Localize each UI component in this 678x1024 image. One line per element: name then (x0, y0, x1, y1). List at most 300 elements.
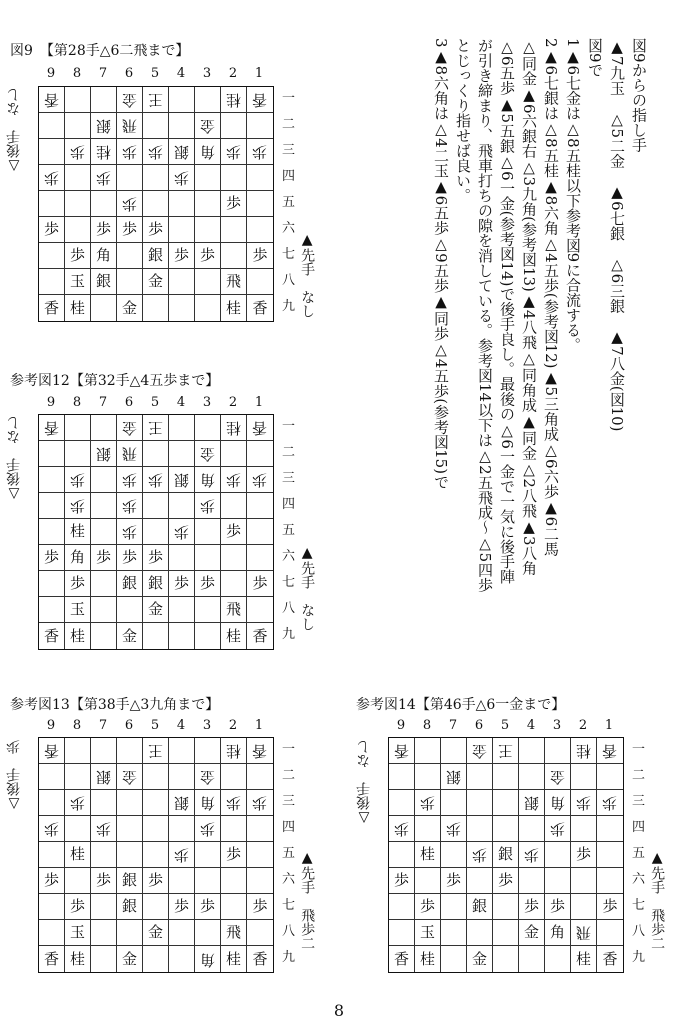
board-square (441, 868, 467, 894)
column-label: 2 (228, 718, 238, 733)
board-square (545, 738, 571, 764)
board-square (143, 894, 169, 920)
board-square (415, 894, 441, 920)
board-square (39, 894, 65, 920)
sente-piece: 歩 (69, 246, 85, 264)
gote-piece: 歩 (252, 471, 268, 489)
board-square (65, 571, 91, 597)
board-square (389, 816, 415, 842)
board-square (65, 623, 91, 649)
sente-piece: 歩 (95, 871, 111, 889)
board-square (247, 113, 273, 139)
board-square (247, 139, 273, 165)
board-square (39, 243, 65, 269)
board-square (91, 545, 117, 571)
board-square (65, 467, 91, 493)
board-square (195, 764, 221, 790)
gote-hand: △後手 なし (6, 88, 22, 174)
gote-piece: 銀 (173, 143, 189, 161)
row-label: 六 (632, 872, 646, 887)
gote-piece: 王 (147, 91, 163, 109)
row-label: 八 (282, 924, 296, 939)
board-square (143, 113, 169, 139)
board-square (221, 842, 247, 868)
board-square (247, 790, 273, 816)
board-square (441, 764, 467, 790)
board-square (441, 790, 467, 816)
board-square (221, 217, 247, 243)
board-square (117, 467, 143, 493)
gote-piece: 歩 (252, 794, 268, 812)
board-square (169, 764, 195, 790)
row-label: 二 (282, 445, 296, 460)
column-label: 1 (254, 395, 264, 410)
board-square (117, 191, 143, 217)
commentary-line: とじっくり指せば良い。 (454, 38, 472, 203)
board-square (39, 571, 65, 597)
gote-piece: 歩 (173, 523, 189, 541)
board-square (597, 738, 623, 764)
board-square (169, 816, 195, 842)
sente-piece: 銀 (471, 897, 487, 915)
board-square (195, 139, 221, 165)
gote-piece: 歩 (225, 794, 241, 812)
board-square (221, 623, 247, 649)
sente-piece: 歩 (199, 246, 215, 264)
column-label: 9 (46, 66, 56, 81)
gote-piece: 歩 (575, 794, 591, 812)
board-square (169, 571, 195, 597)
gote-piece: 歩 (43, 169, 59, 187)
row-label: 一 (632, 742, 646, 757)
board-square (91, 790, 117, 816)
gote-piece: 歩 (225, 471, 241, 489)
board-square (65, 217, 91, 243)
board-square (519, 894, 545, 920)
board-square (597, 920, 623, 946)
board-square (117, 243, 143, 269)
board-square (221, 946, 247, 972)
board-square (117, 545, 143, 571)
board-square (117, 597, 143, 623)
board-square (117, 295, 143, 321)
row-label: 三 (282, 143, 296, 158)
board-square (545, 790, 571, 816)
row-label: 三 (632, 794, 646, 809)
shogi-board (38, 86, 274, 322)
gote-piece: 金 (121, 91, 137, 109)
board-square (65, 764, 91, 790)
board-square (571, 868, 597, 894)
board-square (143, 415, 169, 441)
board-square (247, 623, 273, 649)
commentary-line: △6五歩▲5五銀△6一金(参考図14)で後手良し。最後の△6一金で一気に後手陣 (498, 38, 516, 584)
sente-piece: 香 (602, 949, 618, 968)
board-square (169, 597, 195, 623)
sente-piece: 銀 (121, 871, 137, 889)
gote-piece: 桂 (95, 143, 111, 161)
board-square (415, 842, 441, 868)
column-label: 7 (98, 66, 108, 81)
board-square (169, 243, 195, 269)
sente-piece: 金 (121, 298, 137, 317)
row-label: 四 (632, 820, 646, 835)
gote-piece: 銀 (95, 117, 111, 135)
gote-piece: 香 (602, 742, 618, 760)
gote-piece: 歩 (147, 471, 163, 489)
gote-piece: 歩 (419, 794, 435, 812)
column-label: 4 (176, 718, 186, 733)
board-square (65, 842, 91, 868)
board-square (195, 113, 221, 139)
board-square (597, 790, 623, 816)
board-square (39, 868, 65, 894)
gote-piece: 角 (199, 143, 215, 161)
board-square (571, 920, 597, 946)
board-square (91, 842, 117, 868)
sente-piece: 歩 (445, 871, 461, 889)
gote-piece: 歩 (173, 169, 189, 187)
board-square (91, 441, 117, 467)
gote-piece: 飛 (575, 924, 591, 942)
board-square (195, 894, 221, 920)
gote-piece: 王 (147, 419, 163, 437)
sente-piece: 桂 (69, 522, 85, 540)
board-square (545, 894, 571, 920)
column-label: 1 (254, 66, 264, 81)
board-square (91, 738, 117, 764)
board-square (221, 790, 247, 816)
board-square (143, 920, 169, 946)
gote-piece: 王 (147, 742, 163, 760)
board-square (247, 842, 273, 868)
board-square (221, 467, 247, 493)
board-square (247, 868, 273, 894)
board-square (221, 764, 247, 790)
board-square (415, 790, 441, 816)
board-square (91, 764, 117, 790)
row-label: 八 (632, 924, 646, 939)
row-label: 九 (632, 950, 646, 965)
sente-piece: 香 (43, 626, 59, 645)
board-square (169, 790, 195, 816)
board-square (39, 920, 65, 946)
board-square (247, 415, 273, 441)
board-square (39, 113, 65, 139)
board-square (247, 493, 273, 519)
sente-piece: 香 (393, 949, 409, 968)
diagram-title: 参考図14【第46手△6一金まで】 (356, 697, 566, 713)
board-square (195, 467, 221, 493)
column-label: 4 (176, 66, 186, 81)
board-square (221, 738, 247, 764)
sente-piece: 金 (147, 600, 163, 618)
board-square (39, 269, 65, 295)
board-square (441, 816, 467, 842)
board-square (39, 217, 65, 243)
board-square (143, 191, 169, 217)
sente-piece: 金 (147, 272, 163, 290)
board-square (221, 894, 247, 920)
row-label: 八 (282, 273, 296, 288)
gote-piece: 角 (199, 794, 215, 812)
board-square (493, 920, 519, 946)
board-square (91, 217, 117, 243)
board-square (39, 493, 65, 519)
board-square (195, 295, 221, 321)
board-square (467, 920, 493, 946)
sente-piece: 銀 (121, 897, 137, 915)
sente-piece: 歩 (95, 548, 111, 566)
board-square (65, 139, 91, 165)
board-square (247, 920, 273, 946)
gote-piece: 香 (252, 91, 268, 109)
sente-piece: 歩 (43, 548, 59, 566)
row-label: 七 (282, 898, 296, 913)
board-square (467, 816, 493, 842)
board-square (169, 191, 195, 217)
board-square (247, 243, 273, 269)
board-square (247, 597, 273, 623)
sente-hand: ▲先手 なし (299, 232, 316, 318)
board-square (195, 493, 221, 519)
board-square (143, 87, 169, 113)
board-square (65, 519, 91, 545)
board-square (65, 894, 91, 920)
board-square (39, 165, 65, 191)
board-square (221, 519, 247, 545)
board-square (169, 493, 195, 519)
column-label: 8 (72, 718, 82, 733)
board-square (389, 946, 415, 972)
sente-piece: 歩 (252, 574, 268, 592)
gote-piece: 歩 (121, 497, 137, 515)
board-square (493, 738, 519, 764)
sente-piece: 香 (43, 949, 59, 968)
board-square (65, 597, 91, 623)
board-square (117, 764, 143, 790)
row-label: 一 (282, 91, 296, 106)
board-square (195, 269, 221, 295)
board-square (247, 295, 273, 321)
column-label: 4 (526, 718, 536, 733)
gote-piece: 香 (43, 419, 59, 437)
board-square (39, 87, 65, 113)
board-square (571, 946, 597, 972)
board-square (519, 842, 545, 868)
board-square (545, 920, 571, 946)
board-square (441, 920, 467, 946)
board-square (247, 217, 273, 243)
sente-hand: ▲先手 飛歩二 (649, 850, 666, 950)
gote-piece: 歩 (445, 820, 461, 838)
board-square (143, 519, 169, 545)
column-label: 4 (176, 395, 186, 410)
board-square (221, 295, 247, 321)
row-label: 五 (282, 523, 296, 538)
row-label: 二 (282, 117, 296, 132)
column-label: 9 (396, 718, 406, 733)
sente-piece: 歩 (523, 897, 539, 915)
gote-piece: 銀 (173, 794, 189, 812)
commentary-line: ▲7九玉 △5二金 ▲6七銀 △6三銀 ▲7八金(図10) (608, 38, 626, 432)
sente-piece: 桂 (69, 949, 85, 968)
commentary-line: 1▲6七金は△8五桂以下参考図9に合流する。 (564, 38, 582, 353)
board-square (247, 816, 273, 842)
gote-piece: 歩 (147, 143, 163, 161)
board-square (597, 946, 623, 972)
board-square (195, 191, 221, 217)
board-square (195, 87, 221, 113)
board-square (493, 946, 519, 972)
gote-piece: 金 (121, 768, 137, 786)
gote-hand: △後手 なし (356, 740, 372, 826)
board-square (91, 894, 117, 920)
board-square (389, 842, 415, 868)
sente-piece: 玉 (69, 923, 85, 941)
row-label: 一 (282, 742, 296, 757)
board-square (247, 764, 273, 790)
board-square (169, 842, 195, 868)
gote-piece: 歩 (252, 143, 268, 161)
board-square (545, 946, 571, 972)
board-square (195, 920, 221, 946)
sente-piece: 歩 (173, 574, 189, 592)
board-square (169, 868, 195, 894)
row-label: 五 (632, 846, 646, 861)
board-square (117, 842, 143, 868)
row-label: 三 (282, 471, 296, 486)
commentary-line: 図9で (586, 38, 604, 78)
board-square (39, 623, 65, 649)
board-square (467, 842, 493, 868)
gote-piece: 金 (199, 117, 215, 135)
board-square (65, 415, 91, 441)
board-square (117, 894, 143, 920)
board-square (247, 946, 273, 972)
sente-piece: 飛 (225, 600, 241, 618)
row-label: 九 (282, 627, 296, 642)
board-square (169, 946, 195, 972)
board-square (247, 269, 273, 295)
board-square (221, 493, 247, 519)
board-square (39, 790, 65, 816)
gote-piece: 歩 (95, 169, 111, 187)
sente-piece: 歩 (252, 897, 268, 915)
gote-piece: 香 (252, 419, 268, 437)
board-square (91, 920, 117, 946)
sente-piece: 歩 (147, 220, 163, 238)
row-label: 六 (282, 221, 296, 236)
row-label: 四 (282, 497, 296, 512)
board-square (39, 295, 65, 321)
page-number: 8 (333, 1001, 345, 1020)
board-square (519, 816, 545, 842)
gote-piece: 香 (43, 91, 59, 109)
board-square (143, 545, 169, 571)
board-square (169, 295, 195, 321)
sente-piece: 銀 (497, 845, 513, 863)
sente-piece: 歩 (419, 897, 435, 915)
commentary-line: が引き締まり、飛車打ちの隙を消している。参考図14以下は△2五飛成～△5四歩 (476, 38, 494, 593)
row-label: 九 (282, 299, 296, 314)
gote-piece: 歩 (69, 143, 85, 161)
row-label: 八 (282, 601, 296, 616)
board-square (117, 868, 143, 894)
board-square (65, 295, 91, 321)
sente-piece: 歩 (173, 897, 189, 915)
board-square (247, 165, 273, 191)
board-square (91, 113, 117, 139)
board-square (39, 946, 65, 972)
board-square (389, 738, 415, 764)
gote-piece: 歩 (121, 471, 137, 489)
gote-piece: 歩 (43, 820, 59, 838)
board-square (415, 738, 441, 764)
board-square (143, 946, 169, 972)
sente-piece: 歩 (252, 246, 268, 264)
board-square (571, 842, 597, 868)
board-square (519, 764, 545, 790)
board-square (247, 571, 273, 597)
sente-piece: 角 (95, 246, 111, 264)
gote-piece: 歩 (199, 497, 215, 515)
board-square (143, 790, 169, 816)
board-square (221, 868, 247, 894)
board-square (467, 790, 493, 816)
row-label: 三 (282, 794, 296, 809)
row-label: 五 (282, 195, 296, 210)
board-square (195, 415, 221, 441)
board-square (169, 269, 195, 295)
board-square (467, 738, 493, 764)
board-square (65, 946, 91, 972)
board-square (143, 217, 169, 243)
board-square (91, 597, 117, 623)
commentary-text (430, 38, 650, 598)
board-square (519, 738, 545, 764)
board-square (169, 87, 195, 113)
sente-piece: 歩 (199, 897, 215, 915)
column-label: 9 (46, 718, 56, 733)
board-square (39, 545, 65, 571)
board-square (221, 597, 247, 623)
board-square (221, 243, 247, 269)
gote-piece: 飛 (121, 445, 137, 463)
board-square (195, 597, 221, 623)
board-square (221, 191, 247, 217)
board-square (169, 415, 195, 441)
board-square (143, 269, 169, 295)
board-square (143, 295, 169, 321)
board-square (195, 816, 221, 842)
sente-piece: 桂 (575, 949, 591, 968)
board-square (169, 623, 195, 649)
shogi-board (388, 737, 624, 973)
column-label: 5 (150, 66, 160, 81)
column-label: 8 (72, 395, 82, 410)
board-square (493, 868, 519, 894)
board-square (571, 790, 597, 816)
shogi-board (38, 414, 274, 650)
sente-piece: 歩 (43, 871, 59, 889)
sente-piece: 桂 (419, 949, 435, 968)
board-square (91, 493, 117, 519)
board-square (247, 894, 273, 920)
sente-piece: 金 (523, 923, 539, 941)
board-square (117, 790, 143, 816)
board-square (415, 946, 441, 972)
